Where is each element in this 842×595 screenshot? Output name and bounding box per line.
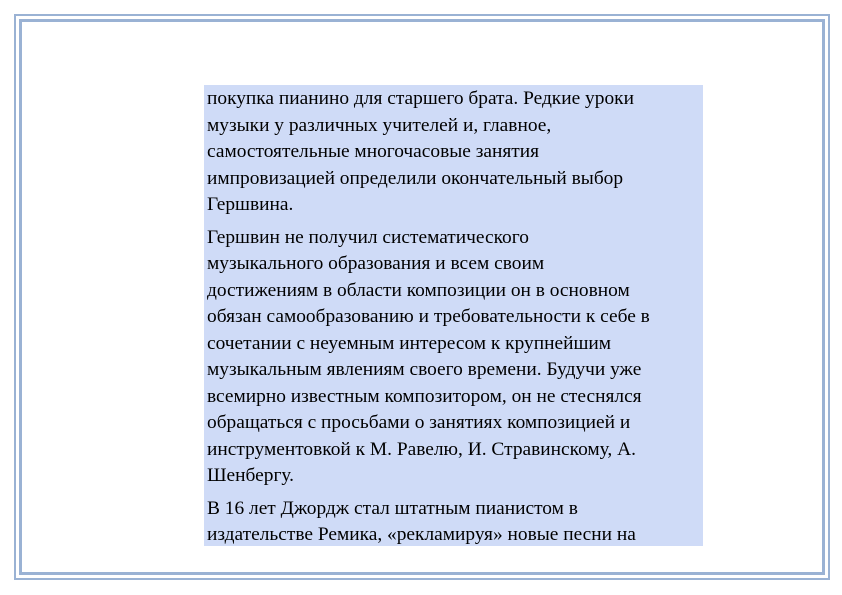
text-line: сочетании с неуемным интересом к крупнейшим [207, 332, 612, 354]
paragraph-3 [207, 496, 703, 547]
text-line: импровизацией определили окончательный выбор [207, 167, 624, 189]
text-line: музыкального образования и всем своим [207, 253, 545, 274]
text-line: музыкальным явлениям своего времени. Будучи уже [207, 359, 642, 380]
text-line: Гершвина. [207, 194, 294, 215]
text-line: достижениям в области композиции он в основном [207, 279, 630, 301]
text-line: обязан самообразованию и требовательности к себе в [207, 306, 650, 327]
text-line: всемирно известным композитором, он не стеснялся [207, 385, 642, 407]
text-line: инструментовкой к М. Равелю, И. Стравинскому, А. [207, 438, 636, 460]
text-line: музыки у различных учителей и, главное, [207, 114, 552, 136]
text-line: обращаться с просьбами о занятиях композицией и [207, 412, 631, 433]
text-line: Шенбергу. [207, 465, 295, 486]
text-line: В 16 лет Джордж стал штатным пианистом в [207, 497, 578, 519]
text-line: покупка пианино для старшего брата. Редкие уроки [207, 88, 634, 109]
text-line: самостоятельные многочасовые занятия [207, 141, 540, 162]
paragraph-1 [207, 86, 703, 219]
text-line: Гершвин не получил систематического [207, 226, 529, 248]
paragraph-2 [207, 225, 703, 490]
text-box [204, 85, 703, 546]
text-line: издательстве Ремика, «рекламируя» новые песни на [207, 524, 636, 545]
